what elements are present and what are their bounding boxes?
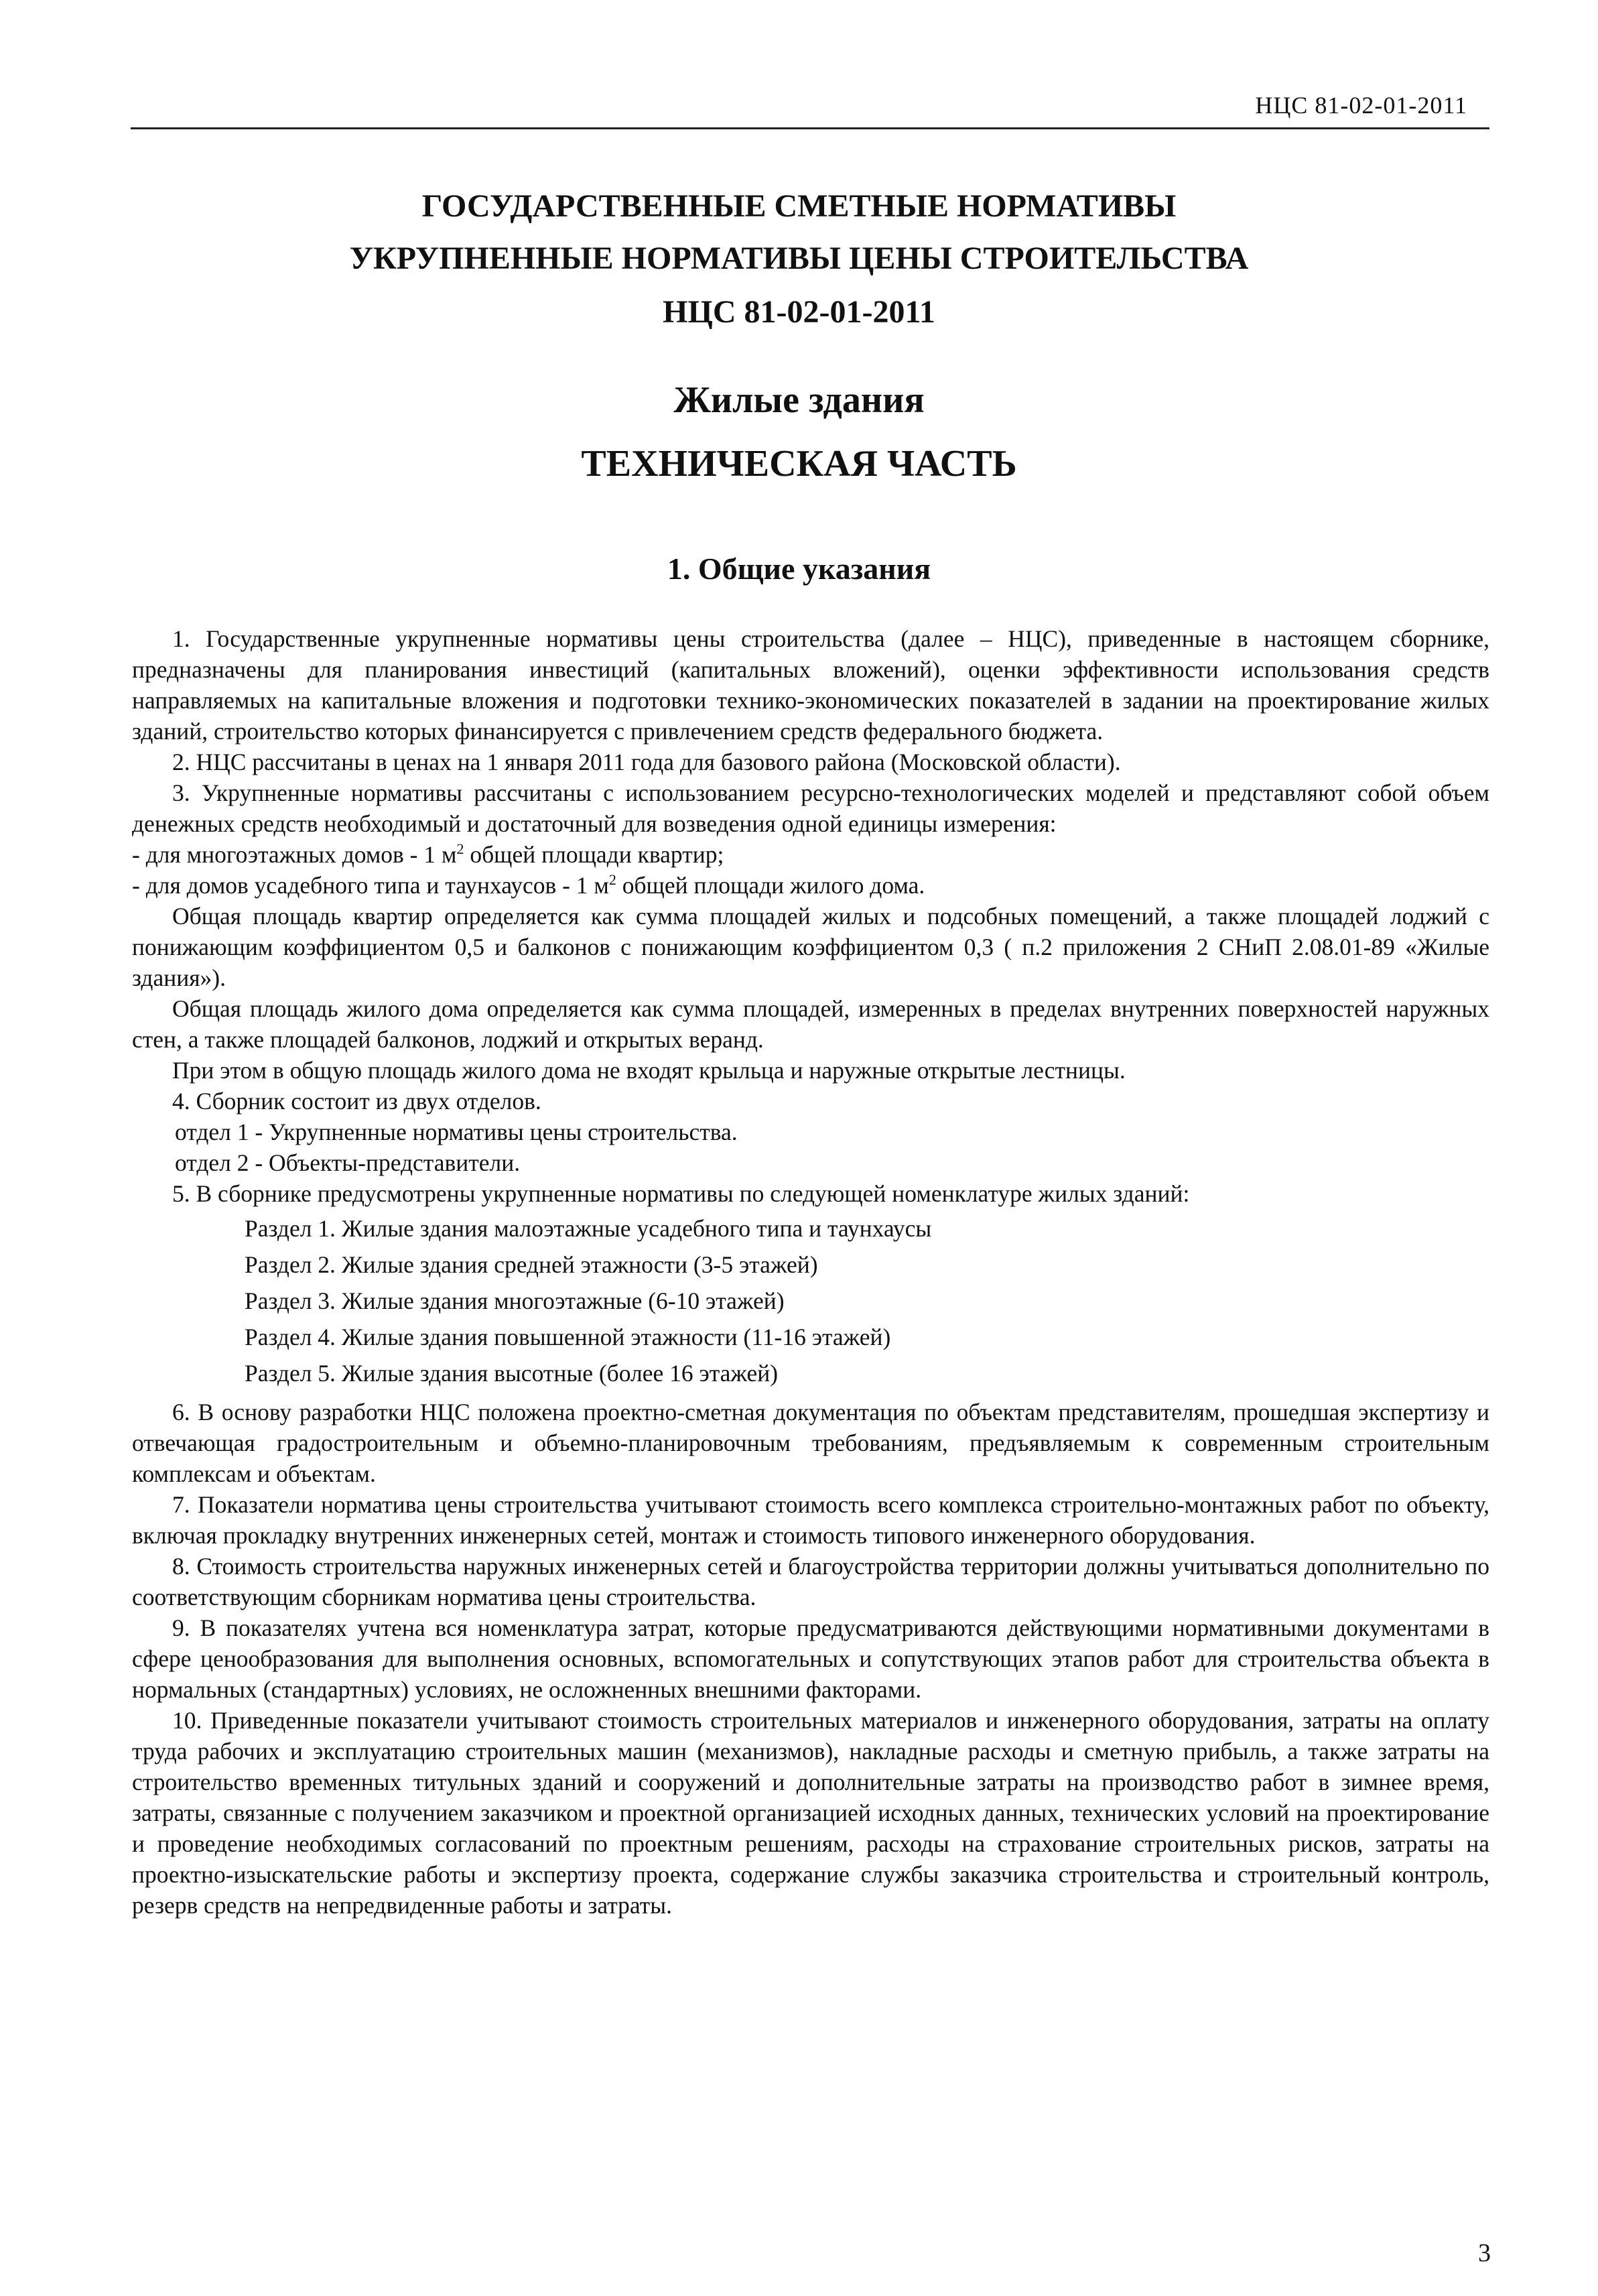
paragraph-7: 4. Сборник состоит из двух отделов.: [172, 1088, 541, 1114]
paragraph-3: 3. Укрупненные нормативы рассчитаны с использованием ресурсно-технологических моделей и представляют собой объем денежных средств необходимый и достаточный для возведения одной единицы измерения:: [132, 779, 1489, 837]
unit-item-2-superscript: 2: [608, 871, 616, 889]
title-line-2: УКРУПНЕННЫЕ НОРМАТИВЫ ЦЕНЫ СТРОИТЕЛЬСТВА: [349, 241, 1249, 276]
section-list-item: Раздел 4. Жилые здания повышенной этажности (11-16 этажей): [245, 1324, 891, 1350]
unit-item-1-superscript: 2: [456, 840, 464, 858]
section-heading: 1. Общие указания: [667, 552, 931, 586]
paragraph-13: 10. Приведенные показатели учитывают стоимость строительных материалов и инженерного оборудования, затраты на оплату труда рабочих и эксплуатацию строительных машин (механизмов), накладные расходы и сметную прибыль, а также затраты на строительство временных титульных зданий и сооружений и дополнительные затраты на производство работ в зимнее время, затраты, связанные с получением заказчиком и проектной организацией исходных данных, технических условий на проектирование и проведение необходимых согласований по проектным решениям, расходы на страхование строительных рисков, затраты на проектно-изыскательские работы и экспертизу проекта, содержание службы заказчика строительства и строительный контроль, резерв средств на непредвиденные работы и затраты.: [132, 1707, 1489, 1919]
unit-item-2-text: - для домов усадебного типа и таунхаусов - 1 м: [132, 872, 609, 899]
section-list-item: Раздел 3. Жилые здания многоэтажные (6-10 этажей): [245, 1287, 785, 1314]
part-title: ТЕХНИЧЕСКАЯ ЧАСТЬ: [581, 443, 1017, 485]
header-rule: [131, 127, 1489, 129]
section-list-item: Раздел 5. Жилые здания высотные (более 16 этажей): [245, 1360, 779, 1387]
unit-item-1-text: - для многоэтажных домов - 1 м: [132, 841, 457, 868]
unit-item-2-tail: общей площади жилого дома.: [616, 872, 925, 899]
paragraph-11: 8. Стоимость строительства наружных инженерных сетей и благоустройства территории должны учитываться дополнительно по соответствующим сборникам норматива цены строительства.: [132, 1553, 1489, 1610]
paragraph-4: Общая площадь квартир определяется как сумма площадей жилых и подсобных помещений, а также площадей лоджий с понижающим коэффициентом 0,5 и балконов с понижающим коэффициентом 0,3 ( п.2 приложения 2 СНиП 2.08.01-89 «Жилые здания»).: [132, 903, 1489, 991]
sections-list: [132, 1213, 1489, 1389]
paragraph-9: 6. В основу разработки НЦС положена проектно-сметная документация по объектам представителям, прошедшая экспертизу и отвечающая градостроительным и объемно-планировочным требованиям, предъявляемым к современным строительным комплексам и объектам.: [132, 1399, 1489, 1487]
section-list-item: Раздел 2. Жилые здания средней этажности (3-5 этажей): [245, 1251, 818, 1278]
page-number: 3: [1478, 2239, 1491, 2267]
department-1: отдел 1 - Укрупненные нормативы цены строительства.: [175, 1119, 738, 1145]
paragraph-10: 7. Показатели норматива цены строительства учитывают стоимость всего комплекса строительно-монтажных работ по объекту, включая прокладку внутренних инженерных сетей, монтаж и стоимость типового инженерного оборудования.: [132, 1491, 1489, 1549]
unit-item-1-tail: общей площади квартир;: [464, 841, 724, 868]
paragraph-2: 2. НЦС рассчитаны в ценах на 1 января 2011 года для базового района (Московской области).: [172, 749, 1121, 775]
section-list-item: Раздел 1. Жилые здания малоэтажные усадебного типа и таунхаусы: [245, 1215, 932, 1242]
paragraph-6: При этом в общую площадь жилого дома не входят крыльца и наружные открытые лестницы.: [172, 1057, 1126, 1084]
title-code: НЦС 81-02-01-2011: [663, 294, 935, 330]
title-line-1: ГОСУДАРСТВЕННЫЕ СМЕТНЫЕ НОРМАТИВЫ: [421, 188, 1177, 224]
header-doc-code: НЦС 81-02-01-2011: [1255, 92, 1467, 119]
document-body: [132, 623, 1489, 1921]
paragraph-8: 5. В сборнике предусмотрены укрупненные нормативы по следующей номенклатуре жилых зданий:: [172, 1180, 1190, 1207]
unit-item-2: [132, 870, 1489, 901]
paragraph-5: Общая площадь жилого дома определяется как сумма площадей, измеренных в пределах внутренних поверхностей наружных стен, а также площадей балконов, лоджий и открытых веранд.: [132, 995, 1489, 1053]
paragraph-12: 9. В показателях учтена вся номенклатура затрат, которые предусматриваются действующими нормативными документами в сфере ценообразования для выполнения основных, вспомогательных и сопутствующих этапов работ для строительства объекта в нормальных (стандартных) условиях, не осложненных внешними факторами.: [132, 1614, 1489, 1703]
subject-title: Жилые здания: [673, 379, 925, 421]
paragraph-1: 1. Государственные укрупненные нормативы цены строительства (далее – НЦС), приведенные в настоящем сборнике, предназначены для планирования инвестиций (капитальных вложений), оценки эффективности использования средств направляемых на капитальные вложения и подготовки технико-экономических показателей в задании на проектирование жилых зданий, строительство которых финансируется с привлечением средств федерального бюджета.: [132, 625, 1489, 745]
unit-item-1: [132, 839, 1489, 870]
department-2: отдел 2 - Объекты-представители.: [175, 1149, 521, 1176]
